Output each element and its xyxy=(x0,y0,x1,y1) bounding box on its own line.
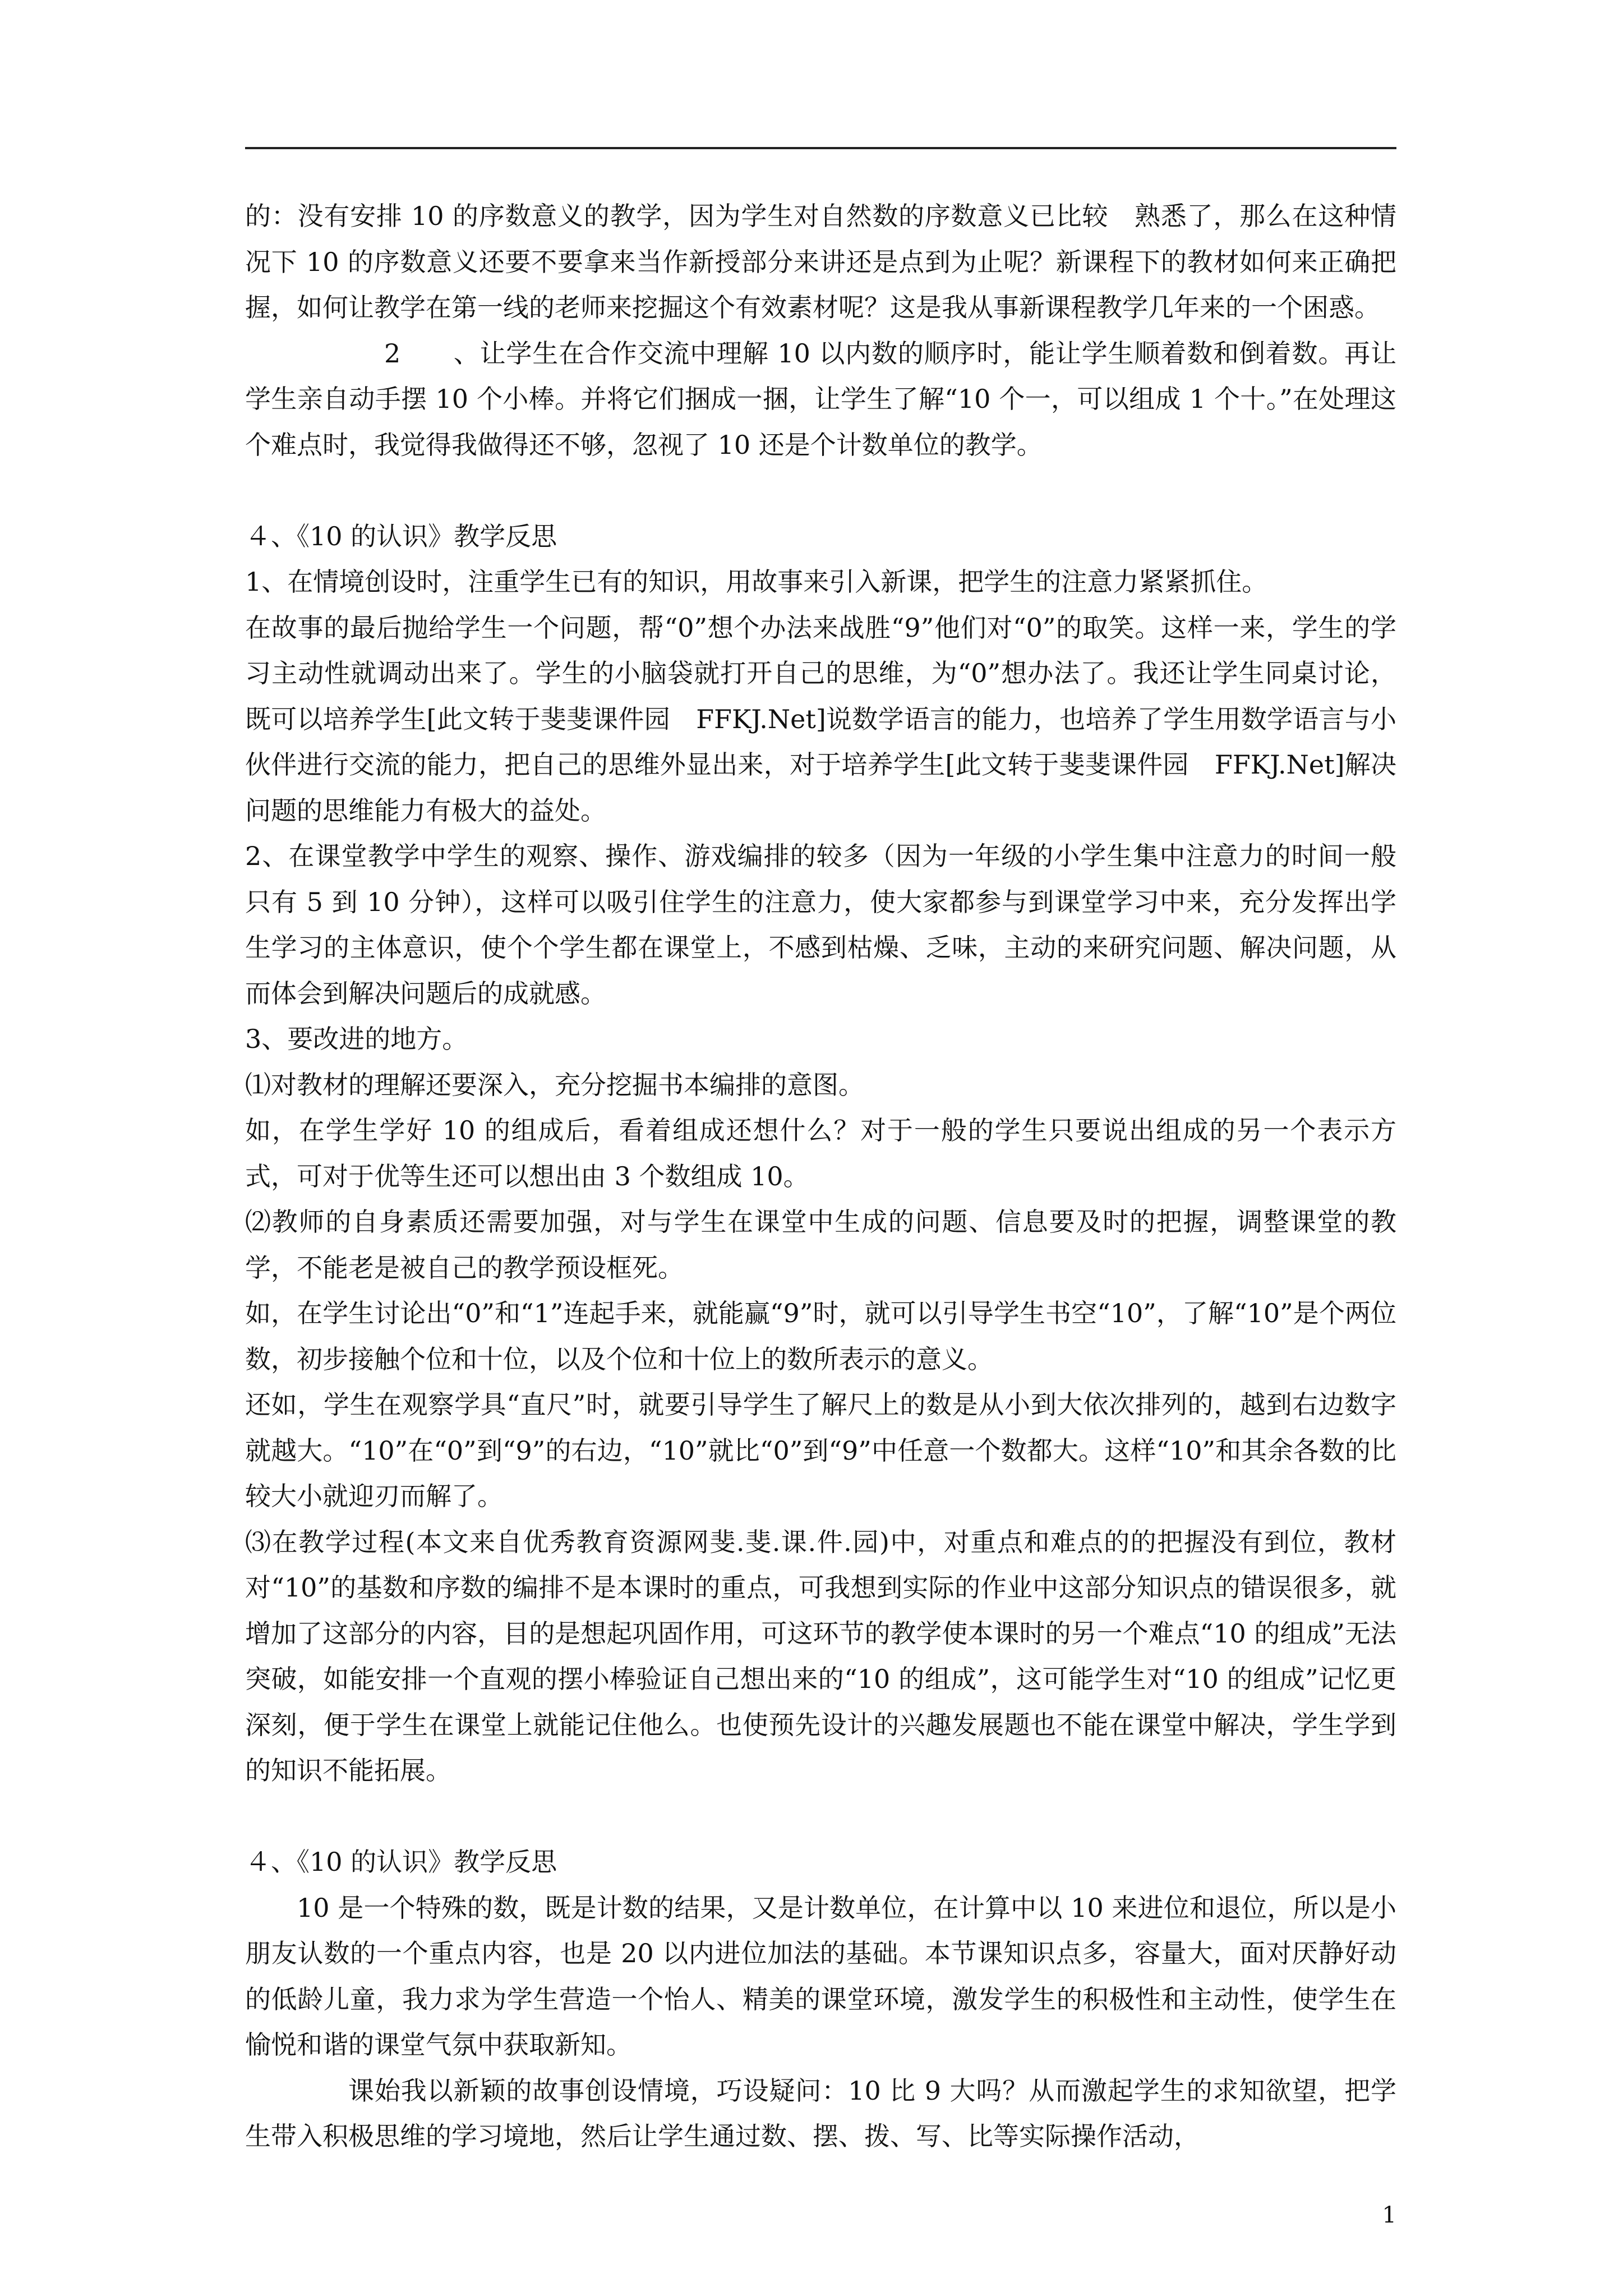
section-b-title: ４、《10 的认识》教学反思 xyxy=(245,1847,557,1877)
section-b-paragraph: 课始我以新颖的故事创设情境，巧设疑问：10 比 9 大吗？从而激起学生的求知欲望，把学生带入积极思维的学习境地，然后让学生通过数、摆、拨、写、比等实际操作活动， xyxy=(245,2075,1396,2151)
section-gap xyxy=(245,1794,1396,1840)
intro-paragraph-1: 的：没有安排 10 的序数意义的教学，因为学生对自然数的序数意义已比较 熟悉了，那么在这种情况下 10 的序数意义还要不要拿来当作新授部分来讲还是点到为止呢？新课程下的教材如何来正确把握，如何让教学在第一线的老师来挖掘这个有效素材呢？这是我从事新课程教学几年来的一个困惑。 xyxy=(245,201,1396,323)
section-a-paragraph: 在故事的最后抛给学生一个问题，帮“0”想个办法来战胜“9”他们对“0”的取笑。这样一来，学生的学习主动性就调动出来了。学生的小脑袋就打开自己的思维，为“0”想办法了。我还让学生同桌讨论，既可以培养学生[此文转于斐斐课件园 FFKJ.Net]说数学语言的能力，也培养了学生用数学语言与小伙伴进行交流的能力，把自己的思维外显出来，对于培养学生[此文转于斐斐课件园 FFKJ.Net]解决问题的思维能力有极大的益处。 xyxy=(245,612,1396,826)
section-a-paragraph: ⑴对教材的理解还要深入，充分挖掘书本编排的意图。 xyxy=(245,1069,864,1100)
page-number: 1 xyxy=(1382,2202,1396,2228)
section-a-paragraph: 3、要改进的地方。 xyxy=(245,1024,468,1054)
section-a-paragraph: 1、在情境创设时，注重学生已有的知识，用故事来引入新课，把学生的注意力紧紧抓住。 xyxy=(245,567,1268,597)
section-a-paragraph: 如，在学生学好 10 的组成后，看着组成还想什么？对于一般的学生只要说出组成的另一个表示方式，可对于优等生还可以想出由 3 个数组成 10。 xyxy=(245,1115,1396,1191)
section-a-title: ４、《10 的认识》教学反思 xyxy=(245,521,557,551)
section-a-paragraph: ⑵教师的自身素质还需要加强，对与学生在课堂中生成的问题、信息要及时的把握，调整课堂的教学，不能老是被自己的教学预设框死。 xyxy=(245,1207,1396,1283)
header-rule xyxy=(245,147,1396,149)
section-a-paragraph: 还如，学生在观察学具“直尺”时，就要引导学生了解尺上的数是从小到大依次排列的，越到右边数字就越大。“10”在“0”到“9”的右边，“10”就比“0”到“9”中任意一个数都大。这样“10”和其余各数的比较大小就迎刃而解了。 xyxy=(245,1389,1396,1511)
intro-paragraph-2: 2 、让学生在合作交流中理解 10 以内数的顺序时，能让学生顺着数和倒着数。再让学生亲自动手摆 10 个小棒。并将它们捆成一捆，让学生了解“10 个一，可以组成 1 个十。”在处理这个难点时，我觉得我做得还不够，忽视了 10 还是个计数单位的教学。 xyxy=(245,338,1396,460)
section-a-paragraph: ⑶在教学过程(本文来自优秀教育资源网斐.斐.课.件.园)中，对重点和难点的的把握没有到位，教材对“10”的基数和序数的编排不是本课时的重点，可我想到实际的作业中这部分知识点的错误很多，就增加了这部分的内容，目的是想起巩固作用，可这环节的教学使本课时的另一个难点“10 的组成”无法突破，如能安排一个直观的摆小棒验证自己想出来的“10 的组成”，这可能学生对“10 的组成”记忆更深刻，便于学生在课堂上就能记住他么。也使预先设计的兴趣发展题也不能在课堂中解决，学生学到的知识不能拓展。 xyxy=(245,1526,1396,1786)
section-a-paragraph: 如，在学生讨论出“0”和“1”连起手来，就能赢“9”时，就可以引导学生书空“10”，了解“10”是个两位数，初步接触个位和十位，以及个位和十位上的数所表示的意义。 xyxy=(245,1298,1396,1374)
document-body xyxy=(245,194,1396,2160)
section-gap xyxy=(245,468,1396,514)
section-b-paragraph: 10 是一个特殊的数，既是计数的结果，又是计数单位，在计算中以 10 来进位和退位，所以是小朋友认数的一个重点内容，也是 20 以内进位加法的基础。本节课知识点多，容量大，面对厌静好动的低龄儿童，我力求为学生营造一个怡人、精美的课堂环境，激发学生的积极性和主动性，使学生在愉悦和谐的课堂气氛中获取新知。 xyxy=(245,1892,1396,2060)
section-a-paragraph: 2、在课堂教学中学生的观察、操作、游戏编排的较多（因为一年级的小学生集中注意力的时间一般只有 5 到 10 分钟），这样可以吸引住学生的注意力，使大家都参与到课堂学习中来，充分发挥出学生学习的主体意识，使个个学生都在课堂上，不感到枯燥、乏味，主动的来研究问题、解决问题，从而体会到解决问题后的成就感。 xyxy=(245,841,1396,1009)
